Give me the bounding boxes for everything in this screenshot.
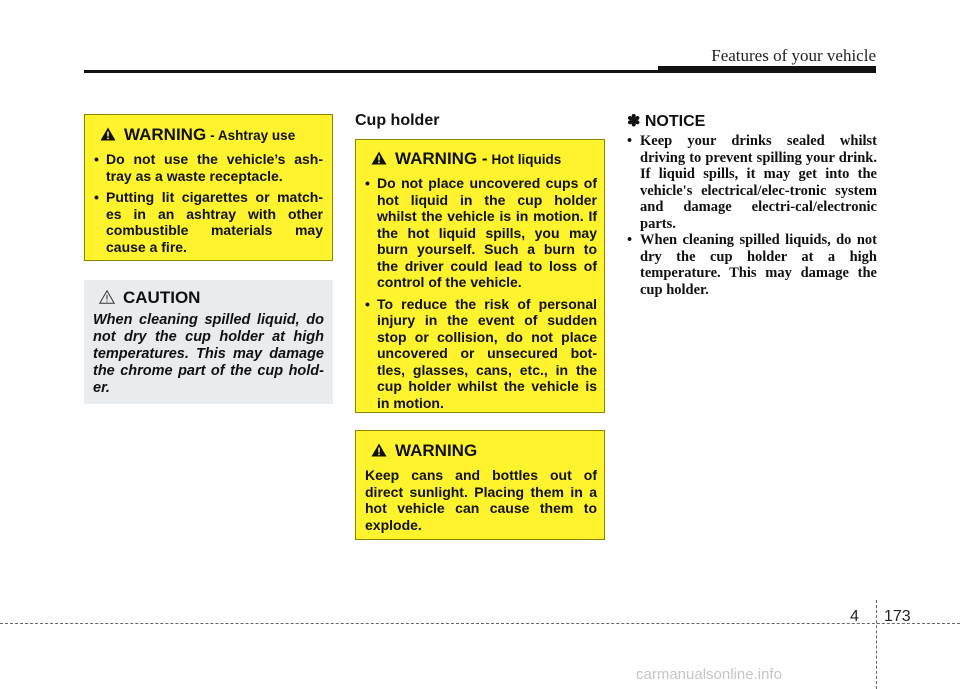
page-number: 173 [884,608,911,625]
notice-list [627,133,877,298]
warning-label: WARNING - [395,149,488,168]
list-item: • Do not place uncovered cups of hot liquid in the cup holder whilst the vehicle is in motion. If the hot liquid spills, you may burn yourself. Such a burn to the driver could lead to loss of control of the vehicle. [365,175,597,291]
warning-cans-text: Keep cans and bottles out of direct sunlight. Placing them in a hot vehicle can cause them to explode. [365,467,597,533]
caution-triangle-icon [99,290,115,304]
caution-label: CAUTION [123,288,201,307]
warning-triangle-icon [371,151,387,165]
chapter-number: 4 [850,608,859,625]
section-title: Cup holder [355,112,440,129]
warning-triangle-icon [100,127,116,141]
list-item: • When cleaning spilled liquids, do not dry the cup holder at a high temperature. This may damage the cup holder. [627,232,877,298]
list-item: • To reduce the risk of personal injury in the event of sudden stop or collision, do not place uncovered or unsecured bot-tles, glasses, cans, etc., in the cup holder whilst the vehicle is in motion. [365,296,597,412]
warning-hot-liquids-title [371,149,597,169]
warning-hot-liquids-box [355,139,605,413]
footer-divider [876,600,877,689]
warning-label: WARNING [124,125,207,144]
header-rule-accent [658,66,876,72]
caution-title [99,288,324,308]
notice-label: NOTICE [644,113,706,130]
list-item: • Do not use the vehicle’s ash-tray as a waste receptacle. [94,151,323,184]
warning-subtitle: - Ashtray use [210,128,296,143]
notice-icon: ✽ [627,113,641,130]
running-header: Features of your vehicle [711,46,876,65]
caution-text: When cleaning spilled liquid, do not dry the cup holder at high temperatures. This may damage the chrome part of the cup hold-er. [93,312,324,396]
watermark: carmanualsonline.info [636,666,782,683]
warning-hot-liquids-list [365,175,597,411]
warning-ashtray-box [84,114,333,261]
list-item: • Keep your drinks sealed whilst driving to prevent spilling your drink. If liquid spills, it may get into the vehicle's electrical/elec-tronic system and damage electri-cal/electronic parts. [627,133,877,232]
warning-ashtray-title [100,125,323,145]
list-item: • Putting lit cigarettes or match-es in an ashtray with other combustible materials may cause a fire. [94,189,323,255]
warning-ashtray-list [94,151,323,255]
notice-section [627,111,877,298]
warning-subtitle: Hot liquids [491,152,562,167]
warning-label: WARNING [395,441,478,460]
warning-cans-title [371,441,597,461]
caution-box [84,280,333,404]
warning-triangle-icon [371,443,387,457]
warning-cans-box [355,430,605,540]
footer-rule [0,623,960,624]
notice-title [627,111,877,131]
